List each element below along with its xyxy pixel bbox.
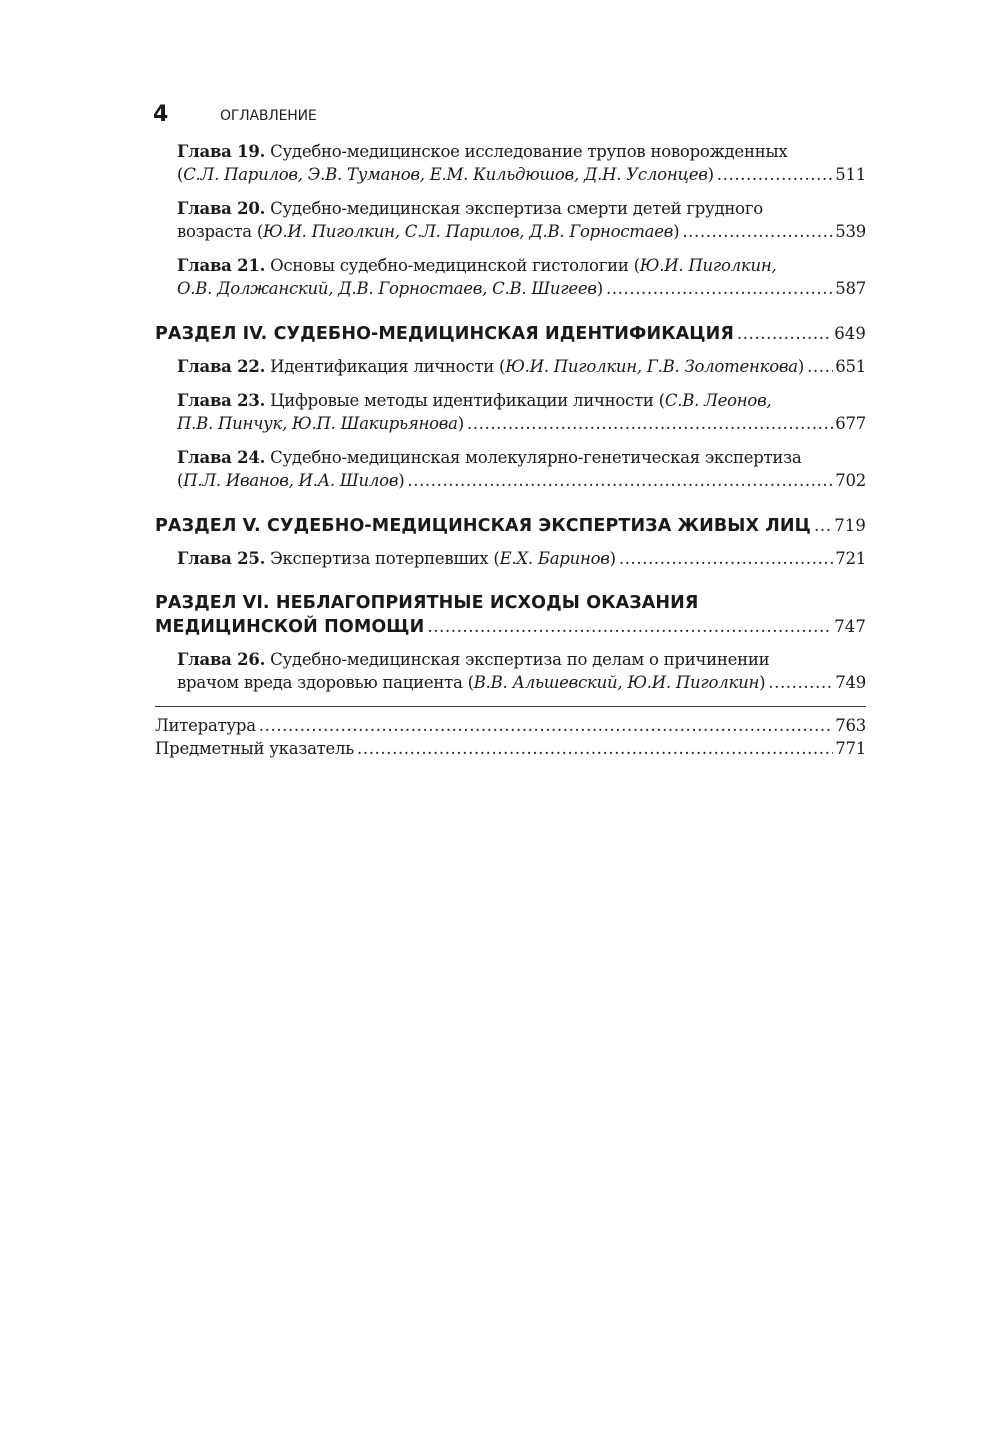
page-number: 4: [153, 102, 168, 127]
chapter-title: Судебно-медицинская молекулярно-генетическая экспертиза: [270, 448, 802, 467]
page-ref: 747: [834, 617, 866, 636]
chapter-title: Судебно-медицинская экспертиза по делам о причинении: [270, 650, 770, 669]
dot-leader: [717, 163, 833, 186]
chapter-authors: Е.Х. Баринов: [499, 549, 610, 568]
dot-leader: [807, 355, 833, 378]
chapter-authors-cont: О.В. Должанский, Д.В. Горностаев, С.В. Шигеев: [177, 279, 597, 298]
paren-close: ): [707, 165, 714, 184]
section-title-cont: МЕДИЦИНСКОЙ ПОМОЩИ: [155, 617, 425, 637]
chapter-number: Глава 23.: [177, 391, 266, 410]
dot-leader: [768, 671, 833, 694]
chapter-title: Идентификация личности (: [270, 357, 506, 376]
paren-close: ): [398, 471, 405, 490]
page-ref: 763: [835, 716, 866, 735]
toc-entry-chapter-26[interactable]: [155, 648, 866, 694]
dot-leader: [606, 277, 833, 300]
chapter-number: Глава 21.: [177, 256, 266, 275]
toc-entry-chapter-21[interactable]: [155, 254, 866, 300]
chapter-number: Глава 26.: [177, 650, 266, 669]
toc-section-6[interactable]: [155, 592, 866, 639]
page-ref: 651: [835, 357, 866, 376]
dot-leader: [682, 220, 833, 243]
chapter-title: Судебно-медицинское исследование трупов новорожденных: [270, 142, 788, 161]
paren-close: ): [609, 549, 616, 568]
toc-entry-subject-index[interactable]: [155, 737, 866, 760]
dot-leader: [467, 412, 833, 435]
chapter-number: Глава 22.: [177, 357, 266, 376]
toc-section-4[interactable]: [155, 322, 866, 346]
running-title: ОГЛАВЛЕНИЕ: [220, 108, 317, 124]
chapter-authors: В.В. Альшевский, Ю.И. Пиголкин: [473, 673, 760, 692]
paren-close: ): [759, 673, 766, 692]
paren-close: ): [457, 414, 464, 433]
page-ref: 649: [834, 324, 866, 343]
section-title: РАЗДЕЛ V. СУДЕБНО-МЕДИЦИНСКАЯ ЭКСПЕРТИЗА ЖИВЫХ ЛИЦ: [155, 516, 811, 536]
paren-close: ): [797, 357, 805, 376]
chapter-authors: Ю.И. Пиголкин,: [639, 256, 777, 275]
page-ref: 702: [835, 471, 866, 490]
chapter-title: Основы судебно-медицинской гистологии (: [270, 256, 640, 275]
paren-open: (: [177, 471, 184, 490]
page-ref: 771: [835, 739, 866, 758]
chapter-title-cont: (: [177, 165, 184, 184]
chapter-authors: Ю.И. Пиголкин, Г.В. Золотенкова: [505, 357, 798, 376]
page-ref: 719: [834, 516, 866, 535]
chapter-number: Глава 20.: [177, 199, 266, 218]
chapter-title: Судебно-медицинская экспертиза смерти детей грудного: [270, 199, 763, 218]
dot-leader: [737, 322, 832, 345]
paren-close: ): [596, 279, 603, 298]
chapter-title: Цифровые методы идентификации личности (: [270, 391, 665, 410]
chapter-authors: С.Л. Парилов, Э.В. Туманов, Е.М. Кильдюшов, Д.Н. Услонцев: [183, 165, 708, 184]
chapter-authors-cont: П.В. Пинчук, Ю.П. Шакирьянова: [177, 414, 458, 433]
toc-section-5[interactable]: [155, 514, 866, 538]
chapter-number: Глава 19.: [177, 142, 266, 161]
page-ref: 749: [835, 673, 866, 692]
page-ref: 677: [835, 414, 866, 433]
dot-leader: [427, 615, 832, 638]
toc-entry-chapter-23[interactable]: [155, 389, 866, 435]
chapter-number: Глава 25.: [177, 549, 266, 568]
toc-entry-chapter-25[interactable]: [155, 547, 866, 570]
dot-leader: [259, 714, 833, 737]
table-of-contents: [155, 140, 866, 760]
chapter-title-cont: врачом вреда здоровью пациента (: [177, 673, 474, 692]
toc-entry-chapter-20[interactable]: [155, 197, 866, 243]
dot-leader: [357, 737, 833, 760]
divider: [155, 706, 866, 707]
page-ref: 511: [835, 165, 866, 184]
section-title: РАЗДЕЛ IV. СУДЕБНО-МЕДИЦИНСКАЯ ИДЕНТИФИКАЦИЯ: [155, 324, 734, 344]
toc-entry-bibliography[interactable]: [155, 714, 866, 737]
entry-label: Литература: [155, 716, 256, 735]
toc-entry-chapter-22[interactable]: [155, 355, 866, 378]
section-title: РАЗДЕЛ VI. НЕБЛАГОПРИЯТНЫЕ ИСХОДЫ ОКАЗАНИЯ: [155, 593, 699, 613]
chapter-title-cont: возраста (: [177, 222, 264, 241]
dot-leader: [814, 514, 832, 537]
page-ref: 587: [835, 279, 866, 298]
entry-label: Предметный указатель: [155, 739, 355, 758]
chapter-authors: П.Л. Иванов, И.А. Шилов: [183, 471, 399, 490]
chapter-authors: Ю.И. Пиголкин, С.Л. Парилов, Д.В. Горностаев: [263, 222, 674, 241]
chapter-number: Глава 24.: [177, 448, 266, 467]
page-ref: 721: [835, 549, 866, 568]
page-ref: 539: [835, 222, 866, 241]
dot-leader: [407, 469, 833, 492]
toc-entry-chapter-19[interactable]: [155, 140, 866, 186]
page-header: [153, 102, 868, 132]
paren-close: ): [673, 222, 680, 241]
toc-entry-chapter-24[interactable]: [155, 446, 866, 492]
chapter-title: Экспертиза потерпевших (: [270, 549, 500, 568]
chapter-authors: С.В. Леонов,: [664, 391, 772, 410]
dot-leader: [619, 547, 833, 570]
